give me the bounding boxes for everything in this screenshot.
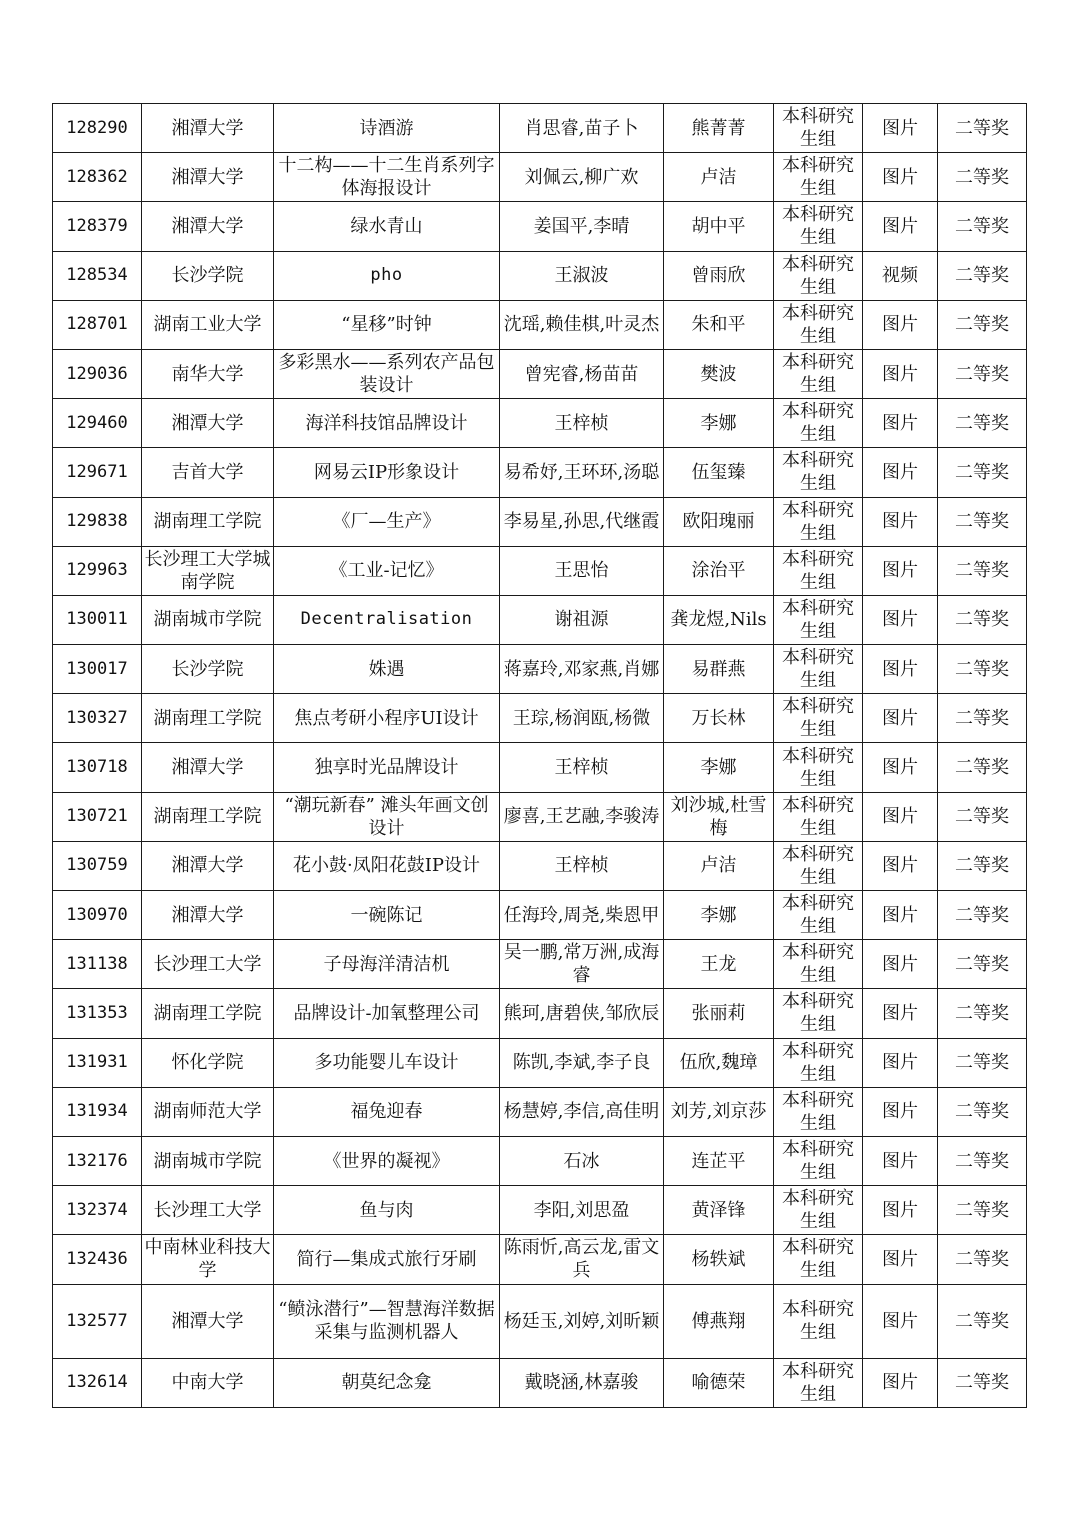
cell-school: 南华大学: [142, 349, 274, 398]
cell-school: 长沙理工大学: [142, 940, 274, 989]
cell-title: 《厂—生产》: [274, 497, 500, 546]
cell-id: 129671: [53, 448, 142, 497]
cell-authors: 沈瑶,赖佳棋,叶灵杰: [500, 300, 664, 349]
cell-id: 130017: [53, 645, 142, 694]
cell-group: 本科研究生组: [774, 1087, 863, 1136]
table-row: [53, 251, 1027, 300]
cell-authors: 曾宪睿,杨苗苗: [500, 349, 664, 398]
cell-school: 湘潭大学: [142, 399, 274, 448]
cell-type: 图片: [863, 694, 938, 743]
cell-id: 129963: [53, 546, 142, 595]
cell-advisor: 易群燕: [664, 645, 774, 694]
cell-authors: 王梓桢: [500, 841, 664, 890]
cell-title: 品牌设计-加氧整理公司: [274, 989, 500, 1038]
cell-id: 128701: [53, 300, 142, 349]
table-row: [53, 104, 1027, 153]
table-row: [53, 694, 1027, 743]
cell-id: 128290: [53, 104, 142, 153]
cell-authors: 易希妤,王环环,汤聪: [500, 448, 664, 497]
cell-type: 图片: [863, 349, 938, 398]
cell-advisor: 王龙: [664, 940, 774, 989]
cell-type: 图片: [863, 497, 938, 546]
cell-type: 图片: [863, 891, 938, 940]
cell-title: 海洋科技馆品牌设计: [274, 399, 500, 448]
cell-title: 福兔迎春: [274, 1087, 500, 1136]
cell-title: 子母海洋清洁机: [274, 940, 500, 989]
table-row: [53, 1087, 1027, 1136]
cell-id: 132436: [53, 1235, 142, 1284]
cell-school: 湖南师范大学: [142, 1087, 274, 1136]
cell-award: 二等奖: [938, 104, 1027, 153]
cell-authors: 石冰: [500, 1136, 664, 1185]
cell-id: 131934: [53, 1087, 142, 1136]
cell-title: 鱼与肉: [274, 1186, 500, 1235]
cell-school: 怀化学院: [142, 1038, 274, 1087]
table-row: [53, 743, 1027, 792]
cell-type: 图片: [863, 153, 938, 202]
cell-group: 本科研究生组: [774, 104, 863, 153]
cell-group: 本科研究生组: [774, 497, 863, 546]
cell-authors: 蒋嘉玲,邓家燕,肖娜: [500, 645, 664, 694]
cell-type: 图片: [863, 1284, 938, 1358]
cell-school: 湘潭大学: [142, 841, 274, 890]
cell-type: 图片: [863, 743, 938, 792]
cell-type: 图片: [863, 841, 938, 890]
cell-id: 128362: [53, 153, 142, 202]
cell-id: 129036: [53, 349, 142, 398]
cell-school: 中南林业科技大学: [142, 1235, 274, 1284]
cell-title: 简行—集成式旅行牙刷: [274, 1235, 500, 1284]
cell-advisor: 李娜: [664, 743, 774, 792]
cell-id: 131931: [53, 1038, 142, 1087]
cell-id: 132577: [53, 1284, 142, 1358]
cell-type: 图片: [863, 202, 938, 251]
cell-authors: 王思怡: [500, 546, 664, 595]
cell-advisor: 杨轶斌: [664, 1235, 774, 1284]
cell-school: 湖南城市学院: [142, 595, 274, 644]
award-table: [52, 103, 1027, 1408]
cell-type: 图片: [863, 399, 938, 448]
table-row: [53, 497, 1027, 546]
cell-id: 130011: [53, 595, 142, 644]
cell-award: 二等奖: [938, 1038, 1027, 1087]
table-row: [53, 546, 1027, 595]
cell-award: 二等奖: [938, 202, 1027, 251]
cell-group: 本科研究生组: [774, 1038, 863, 1087]
cell-id: 131138: [53, 940, 142, 989]
cell-group: 本科研究生组: [774, 448, 863, 497]
cell-award: 二等奖: [938, 841, 1027, 890]
cell-title: “星移”时钟: [274, 300, 500, 349]
cell-award: 二等奖: [938, 399, 1027, 448]
cell-award: 二等奖: [938, 1358, 1027, 1407]
cell-advisor: 欧阳瑰丽: [664, 497, 774, 546]
cell-id: 129838: [53, 497, 142, 546]
cell-title: 姝遇: [274, 645, 500, 694]
cell-id: 128534: [53, 251, 142, 300]
cell-type: 图片: [863, 448, 938, 497]
cell-group: 本科研究生组: [774, 1136, 863, 1185]
cell-school: 长沙学院: [142, 251, 274, 300]
cell-id: 132374: [53, 1186, 142, 1235]
cell-award: 二等奖: [938, 546, 1027, 595]
cell-school: 湖南理工学院: [142, 989, 274, 1038]
cell-advisor: 万长林: [664, 694, 774, 743]
cell-group: 本科研究生组: [774, 595, 863, 644]
cell-group: 本科研究生组: [774, 1235, 863, 1284]
cell-type: 图片: [863, 1136, 938, 1185]
cell-school: 湘潭大学: [142, 104, 274, 153]
table-row: [53, 841, 1027, 890]
cell-authors: 刘佩云,柳广欢: [500, 153, 664, 202]
cell-group: 本科研究生组: [774, 153, 863, 202]
cell-id: 131353: [53, 989, 142, 1038]
cell-group: 本科研究生组: [774, 792, 863, 841]
cell-group: 本科研究生组: [774, 1358, 863, 1407]
cell-title: 诗酒游: [274, 104, 500, 153]
cell-title: 十二构——十二生肖系列字体海报设计: [274, 153, 500, 202]
cell-id: 128379: [53, 202, 142, 251]
cell-advisor: 龚龙煜,Nils: [664, 595, 774, 644]
cell-group: 本科研究生组: [774, 202, 863, 251]
cell-title: pho: [274, 251, 500, 300]
cell-group: 本科研究生组: [774, 300, 863, 349]
cell-school: 长沙理工大学: [142, 1186, 274, 1235]
cell-school: 湖南理工学院: [142, 497, 274, 546]
cell-award: 二等奖: [938, 1235, 1027, 1284]
cell-award: 二等奖: [938, 792, 1027, 841]
cell-authors: 陈凯,李斌,李子良: [500, 1038, 664, 1087]
cell-title: 《世界的凝视》: [274, 1136, 500, 1185]
cell-authors: 熊珂,唐碧侠,邹欣辰: [500, 989, 664, 1038]
cell-title: “鲼泳潜行”—智慧海洋数据采集与监测机器人: [274, 1284, 500, 1358]
cell-award: 二等奖: [938, 448, 1027, 497]
table-row: [53, 399, 1027, 448]
cell-type: 图片: [863, 1235, 938, 1284]
cell-advisor: 刘沙城,杜雪梅: [664, 792, 774, 841]
cell-type: 视频: [863, 251, 938, 300]
cell-advisor: 伍欣,魏璋: [664, 1038, 774, 1087]
cell-authors: 杨廷玉,刘婷,刘昕颖: [500, 1284, 664, 1358]
cell-advisor: 李娜: [664, 399, 774, 448]
cell-authors: 王淑波: [500, 251, 664, 300]
cell-school: 湘潭大学: [142, 153, 274, 202]
cell-title: 朝莫纪念龛: [274, 1358, 500, 1407]
cell-title: 一碗陈记: [274, 891, 500, 940]
cell-id: 129460: [53, 399, 142, 448]
cell-type: 图片: [863, 645, 938, 694]
cell-authors: 李易星,孙思,代继霞: [500, 497, 664, 546]
cell-school: 长沙理工大学城南学院: [142, 546, 274, 595]
cell-title: “潮玩新春” 滩头年画文创设计: [274, 792, 500, 841]
cell-title: Decentralisation: [274, 595, 500, 644]
cell-id: 132176: [53, 1136, 142, 1185]
table-row: [53, 448, 1027, 497]
cell-authors: 谢祖源: [500, 595, 664, 644]
cell-id: 132614: [53, 1358, 142, 1407]
cell-group: 本科研究生组: [774, 546, 863, 595]
cell-group: 本科研究生组: [774, 743, 863, 792]
cell-advisor: 傅燕翔: [664, 1284, 774, 1358]
cell-school: 湘潭大学: [142, 891, 274, 940]
cell-school: 湖南城市学院: [142, 1136, 274, 1185]
cell-authors: 戴晓涵,林嘉骏: [500, 1358, 664, 1407]
cell-award: 二等奖: [938, 1136, 1027, 1185]
cell-type: 图片: [863, 989, 938, 1038]
cell-id: 130721: [53, 792, 142, 841]
table-row: [53, 940, 1027, 989]
cell-title: 多功能婴儿车设计: [274, 1038, 500, 1087]
table-row: [53, 1284, 1027, 1358]
cell-school: 湖南理工学院: [142, 694, 274, 743]
cell-award: 二等奖: [938, 645, 1027, 694]
cell-award: 二等奖: [938, 349, 1027, 398]
table-row: [53, 891, 1027, 940]
cell-authors: 任海玲,周尧,柴恩甲: [500, 891, 664, 940]
cell-authors: 王琮,杨润瓯,杨微: [500, 694, 664, 743]
award-table-page: [52, 103, 1026, 1408]
cell-advisor: 樊波: [664, 349, 774, 398]
cell-school: 湖南理工学院: [142, 792, 274, 841]
cell-advisor: 伍玺臻: [664, 448, 774, 497]
table-row: [53, 153, 1027, 202]
cell-group: 本科研究生组: [774, 989, 863, 1038]
cell-group: 本科研究生组: [774, 645, 863, 694]
cell-advisor: 涂治平: [664, 546, 774, 595]
cell-type: 图片: [863, 1038, 938, 1087]
cell-title: 网易云IP形象设计: [274, 448, 500, 497]
cell-award: 二等奖: [938, 1284, 1027, 1358]
cell-school: 中南大学: [142, 1358, 274, 1407]
cell-advisor: 卢洁: [664, 841, 774, 890]
table-row: [53, 595, 1027, 644]
cell-advisor: 曾雨欣: [664, 251, 774, 300]
cell-authors: 陈雨忻,高云龙,雷文兵: [500, 1235, 664, 1284]
cell-type: 图片: [863, 792, 938, 841]
cell-type: 图片: [863, 104, 938, 153]
cell-authors: 吴一鹏,常万洲,成海睿: [500, 940, 664, 989]
cell-authors: 肖思睿,苗子卜: [500, 104, 664, 153]
cell-group: 本科研究生组: [774, 251, 863, 300]
cell-group: 本科研究生组: [774, 940, 863, 989]
cell-title: 绿水青山: [274, 202, 500, 251]
cell-award: 二等奖: [938, 940, 1027, 989]
cell-school: 湘潭大学: [142, 743, 274, 792]
cell-type: 图片: [863, 940, 938, 989]
cell-authors: 李阳,刘思盈: [500, 1186, 664, 1235]
cell-id: 130759: [53, 841, 142, 890]
cell-title: 《工业-记忆》: [274, 546, 500, 595]
table-row: [53, 1235, 1027, 1284]
cell-type: 图片: [863, 300, 938, 349]
cell-advisor: 朱和平: [664, 300, 774, 349]
cell-school: 湖南工业大学: [142, 300, 274, 349]
cell-authors: 王梓桢: [500, 743, 664, 792]
cell-id: 130327: [53, 694, 142, 743]
cell-authors: 姜国平,李晴: [500, 202, 664, 251]
cell-award: 二等奖: [938, 153, 1027, 202]
cell-award: 二等奖: [938, 300, 1027, 349]
cell-school: 湘潭大学: [142, 202, 274, 251]
cell-advisor: 熊菁菁: [664, 104, 774, 153]
cell-title: 焦点考研小程序UI设计: [274, 694, 500, 743]
cell-advisor: 刘芳,刘京莎: [664, 1087, 774, 1136]
table-row: [53, 1358, 1027, 1407]
cell-award: 二等奖: [938, 1087, 1027, 1136]
cell-title: 花小鼓·凤阳花鼓IP设计: [274, 841, 500, 890]
cell-advisor: 黄泽锋: [664, 1186, 774, 1235]
cell-id: 130718: [53, 743, 142, 792]
cell-advisor: 连芷平: [664, 1136, 774, 1185]
cell-type: 图片: [863, 1358, 938, 1407]
table-row: [53, 792, 1027, 841]
cell-title: 多彩黑水——系列农产品包装设计: [274, 349, 500, 398]
cell-advisor: 喻德荣: [664, 1358, 774, 1407]
cell-advisor: 李娜: [664, 891, 774, 940]
cell-school: 长沙学院: [142, 645, 274, 694]
cell-type: 图片: [863, 595, 938, 644]
table-row: [53, 300, 1027, 349]
cell-type: 图片: [863, 546, 938, 595]
cell-award: 二等奖: [938, 595, 1027, 644]
cell-group: 本科研究生组: [774, 1284, 863, 1358]
cell-group: 本科研究生组: [774, 841, 863, 890]
cell-group: 本科研究生组: [774, 399, 863, 448]
cell-advisor: 张丽莉: [664, 989, 774, 1038]
cell-school: 湘潭大学: [142, 1284, 274, 1358]
table-row: [53, 1038, 1027, 1087]
cell-group: 本科研究生组: [774, 349, 863, 398]
table-row: [53, 989, 1027, 1038]
cell-advisor: 卢洁: [664, 153, 774, 202]
table-row: [53, 1186, 1027, 1235]
cell-award: 二等奖: [938, 1186, 1027, 1235]
table-row: [53, 202, 1027, 251]
cell-group: 本科研究生组: [774, 694, 863, 743]
cell-award: 二等奖: [938, 743, 1027, 792]
cell-title: 独享时光品牌设计: [274, 743, 500, 792]
cell-award: 二等奖: [938, 497, 1027, 546]
cell-advisor: 胡中平: [664, 202, 774, 251]
table-row: [53, 645, 1027, 694]
cell-authors: 王梓桢: [500, 399, 664, 448]
table-row: [53, 1136, 1027, 1185]
cell-award: 二等奖: [938, 989, 1027, 1038]
cell-authors: 杨慧婷,李信,高佳明: [500, 1087, 664, 1136]
cell-authors: 廖喜,王艺融,李骏涛: [500, 792, 664, 841]
cell-group: 本科研究生组: [774, 891, 863, 940]
cell-school: 吉首大学: [142, 448, 274, 497]
cell-type: 图片: [863, 1186, 938, 1235]
cell-award: 二等奖: [938, 891, 1027, 940]
table-row: [53, 349, 1027, 398]
cell-award: 二等奖: [938, 694, 1027, 743]
cell-id: 130970: [53, 891, 142, 940]
cell-type: 图片: [863, 1087, 938, 1136]
cell-award: 二等奖: [938, 251, 1027, 300]
cell-group: 本科研究生组: [774, 1186, 863, 1235]
